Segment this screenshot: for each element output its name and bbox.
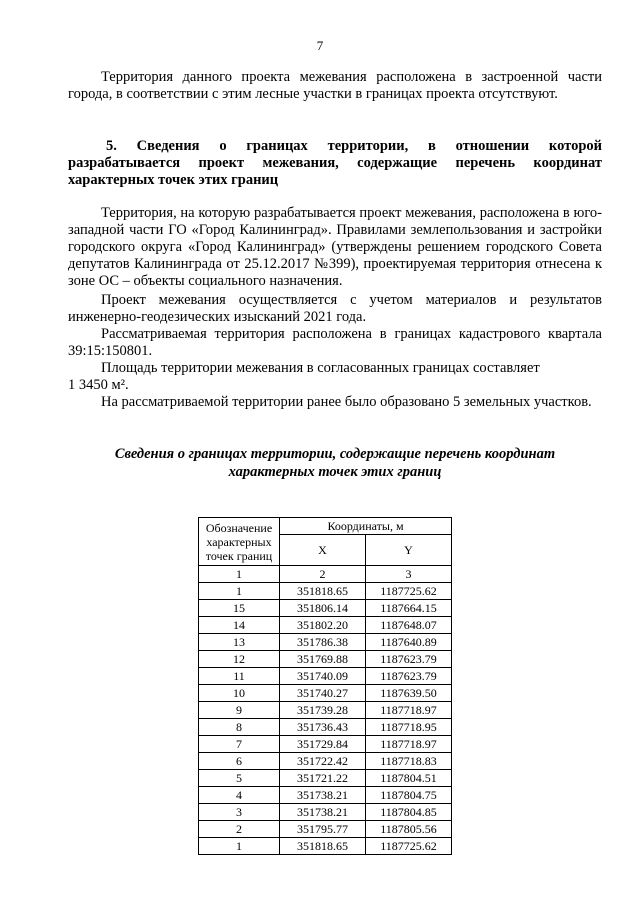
x-coordinate-cell: 351736.43 <box>280 719 366 736</box>
point-cell: 4 <box>199 787 280 804</box>
x-coordinate-cell: 351818.65 <box>280 583 366 600</box>
table-row <box>199 736 452 753</box>
y-coordinate-cell: 1187648.07 <box>366 617 452 634</box>
y-coordinate-cell: 1187640.89 <box>366 634 452 651</box>
column-number-cell: 3 <box>366 566 452 583</box>
y-coordinate-cell: 1187718.97 <box>366 736 452 753</box>
x-coordinate-cell: 351729.84 <box>280 736 366 753</box>
table-row <box>199 821 452 838</box>
point-cell: 3 <box>199 804 280 821</box>
point-cell: 13 <box>199 634 280 651</box>
body-paragraph: Рассматриваемая территория расположена в границах кадастрового квартала 39:15:150801. <box>68 326 602 359</box>
point-cell: 9 <box>199 702 280 719</box>
y-coordinate-cell: 1187725.62 <box>366 838 452 855</box>
x-coordinate-cell: 351769.88 <box>280 651 366 668</box>
table-row <box>199 719 452 736</box>
body-paragraph: Территория, на которую разрабатывается проект межевания, расположена в юго-западной части ГО «Город Калининград». Правилами землепользования и застройки городского округа «Город Калининград» (утверждены решением городского Совета депутатов Калининграда от 25.12.2017 №399), проектируемая территория отнесена к зоне ОС – объекты социального назначения. <box>68 205 602 289</box>
point-cell: 8 <box>199 719 280 736</box>
y-coordinate-cell: 1187623.79 <box>366 668 452 685</box>
coordinate-rows <box>199 583 452 855</box>
table-header-row <box>199 518 452 535</box>
x-coordinate-cell: 351786.38 <box>280 634 366 651</box>
table-row <box>199 753 452 770</box>
point-cell: 2 <box>199 821 280 838</box>
point-cell: 15 <box>199 600 280 617</box>
column-number-cell: 2 <box>280 566 366 583</box>
header-point-cell: Обозначение характерных точек границ <box>199 518 280 566</box>
x-coordinate-cell: 351740.09 <box>280 668 366 685</box>
table-caption: Сведения о границах территории, содержащие перечень координат характерных точек этих границ <box>114 446 556 480</box>
table-row <box>199 787 452 804</box>
point-cell: 7 <box>199 736 280 753</box>
header-x-cell: X <box>280 535 366 566</box>
table-row <box>199 668 452 685</box>
y-coordinate-cell: 1187805.56 <box>366 821 452 838</box>
column-number-row <box>199 566 452 583</box>
x-coordinate-cell: 351795.77 <box>280 821 366 838</box>
column-number-cell: 1 <box>199 566 280 583</box>
table-row <box>199 634 452 651</box>
point-cell: 1 <box>199 583 280 600</box>
coordinates-table <box>198 517 452 855</box>
y-coordinate-cell: 1187664.15 <box>366 600 452 617</box>
y-coordinate-cell: 1187718.95 <box>366 719 452 736</box>
x-coordinate-cell: 351802.20 <box>280 617 366 634</box>
body-paragraph: На рассматриваемой территории ранее было образовано 5 земельных участков. <box>101 394 592 410</box>
x-coordinate-cell: 351806.14 <box>280 600 366 617</box>
y-coordinate-cell: 1187804.75 <box>366 787 452 804</box>
table-row <box>199 583 452 600</box>
header-y-cell: Y <box>366 535 452 566</box>
section-heading: 5. Сведения о границах территории, в отношении которой разрабатывается проект межевания, содержащие перечень координат характерных точек этих границ <box>68 138 602 188</box>
y-coordinate-cell: 1187718.97 <box>366 702 452 719</box>
y-coordinate-cell: 1187804.51 <box>366 770 452 787</box>
table-row <box>199 651 452 668</box>
header-coords-cell: Координаты, м <box>280 518 452 535</box>
area-value: 1 3450 м². <box>68 377 129 393</box>
point-cell: 11 <box>199 668 280 685</box>
y-coordinate-cell: 1187725.62 <box>366 583 452 600</box>
table-row <box>199 600 452 617</box>
intro-paragraph: Территория данного проекта межевания расположена в застроенной части города, в соответствии с этим лесные участки в границах проекта отсутствуют. <box>68 69 602 102</box>
x-coordinate-cell: 351722.42 <box>280 753 366 770</box>
table-row <box>199 685 452 702</box>
x-coordinate-cell: 351739.28 <box>280 702 366 719</box>
y-coordinate-cell: 1187639.50 <box>366 685 452 702</box>
body-paragraph: Проект межевания осуществляется с учетом материалов и результатов инженерно-геодезических изысканий 2021 года. <box>68 292 602 325</box>
x-coordinate-cell: 351738.21 <box>280 804 366 821</box>
y-coordinate-cell: 1187804.85 <box>366 804 452 821</box>
table-row <box>199 770 452 787</box>
table-row <box>199 838 452 855</box>
body-paragraph: Площадь территории межевания в согласованных границах составляет <box>101 360 540 376</box>
y-coordinate-cell: 1187623.79 <box>366 651 452 668</box>
x-coordinate-cell: 351818.65 <box>280 838 366 855</box>
x-coordinate-cell: 351740.27 <box>280 685 366 702</box>
point-cell: 5 <box>199 770 280 787</box>
y-coordinate-cell: 1187718.83 <box>366 753 452 770</box>
table-row <box>199 617 452 634</box>
point-cell: 10 <box>199 685 280 702</box>
x-coordinate-cell: 351738.21 <box>280 787 366 804</box>
point-cell: 6 <box>199 753 280 770</box>
point-cell: 14 <box>199 617 280 634</box>
x-coordinate-cell: 351721.22 <box>280 770 366 787</box>
point-cell: 1 <box>199 838 280 855</box>
point-cell: 12 <box>199 651 280 668</box>
table-row <box>199 702 452 719</box>
page-number: 7 <box>316 38 324 53</box>
table-row <box>199 804 452 821</box>
